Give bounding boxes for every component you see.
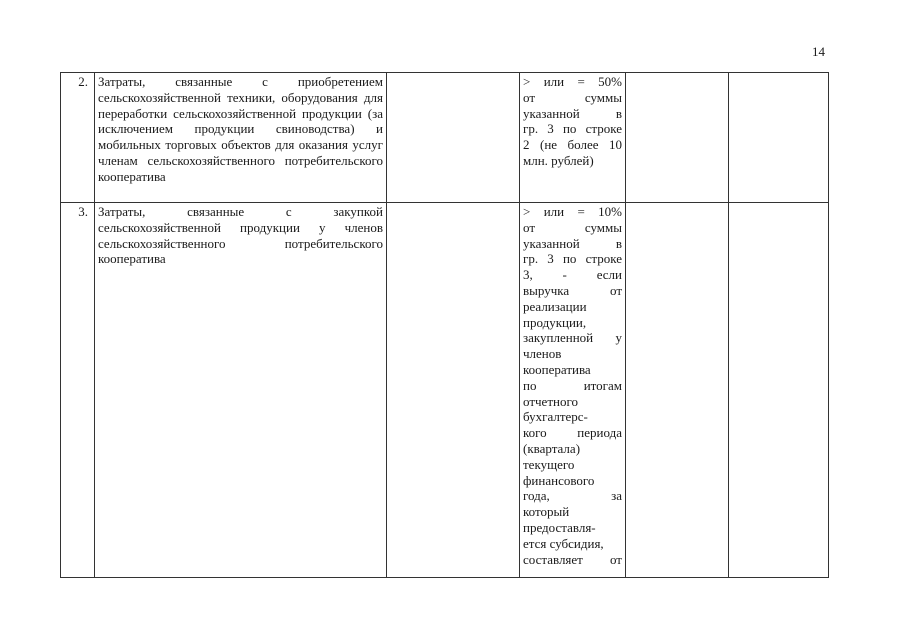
condition-line: бухгалтерс- xyxy=(523,409,588,425)
condition-line: гр. 3 по строке xyxy=(523,121,622,137)
condition-line: продукции, xyxy=(523,314,587,330)
condition-line: млн. рублей) xyxy=(523,152,594,168)
condition-line: 2 (не более 10 xyxy=(523,137,622,153)
cost-description: Затраты, связанные с приобретением сельскохозяйственной техники, оборудования для переработки сельскохозяйственной продукции (за исключением продукции свиноводства) и мобильных торговых объектов для оказания услуг членам сельскохозяйственного потребительского кооператива xyxy=(95,73,387,203)
empty-cell xyxy=(387,203,520,578)
condition-line: от суммы xyxy=(523,89,622,105)
condition-line: по итогам xyxy=(523,377,622,393)
condition-line: реализации xyxy=(523,298,587,314)
condition-line: который xyxy=(523,504,570,520)
condition-line: (квартала) xyxy=(523,440,581,456)
condition-line: указанной в xyxy=(523,235,622,251)
page-number: 14 xyxy=(812,44,825,59)
condition-line: членов xyxy=(523,346,562,362)
condition-line: текущего xyxy=(523,456,575,472)
table-row xyxy=(61,203,829,578)
condition-line: от суммы xyxy=(523,219,622,235)
condition-line: отчетного xyxy=(523,393,578,409)
empty-cell xyxy=(626,203,729,578)
table-row xyxy=(61,73,829,203)
subsidy-table xyxy=(60,72,829,578)
condition-line: финансового xyxy=(523,472,595,488)
cost-description: Затраты, связанные с закупкой сельскохозяйственной продукции у членов сельскохозяйственного потребительского кооператива xyxy=(95,203,387,578)
condition-line: указанной в xyxy=(523,105,622,121)
condition-line: составляет от xyxy=(523,551,622,567)
empty-cell xyxy=(387,73,520,203)
row-number: 3. xyxy=(61,203,95,578)
condition-line: кого периода xyxy=(523,425,622,441)
row-number: 2. xyxy=(61,73,95,203)
condition-line: гр. 3 по строке xyxy=(523,251,622,267)
condition-line: закупленной у xyxy=(523,330,622,346)
empty-cell xyxy=(729,203,829,578)
condition-line: кооператива xyxy=(523,361,591,377)
condition-line: предоставля- xyxy=(523,519,596,535)
condition-line: 3, - если xyxy=(523,267,622,283)
empty-cell xyxy=(729,73,829,203)
condition-line: > или = 10% xyxy=(523,204,622,219)
condition-line: выручка от xyxy=(523,282,622,298)
condition-line: > или = 50% xyxy=(523,74,622,89)
condition-line: года, за xyxy=(523,488,622,504)
condition-line: ется субсидия, xyxy=(523,535,604,551)
empty-cell xyxy=(626,73,729,203)
subsidy-condition xyxy=(520,73,626,203)
subsidy-condition xyxy=(520,203,626,578)
